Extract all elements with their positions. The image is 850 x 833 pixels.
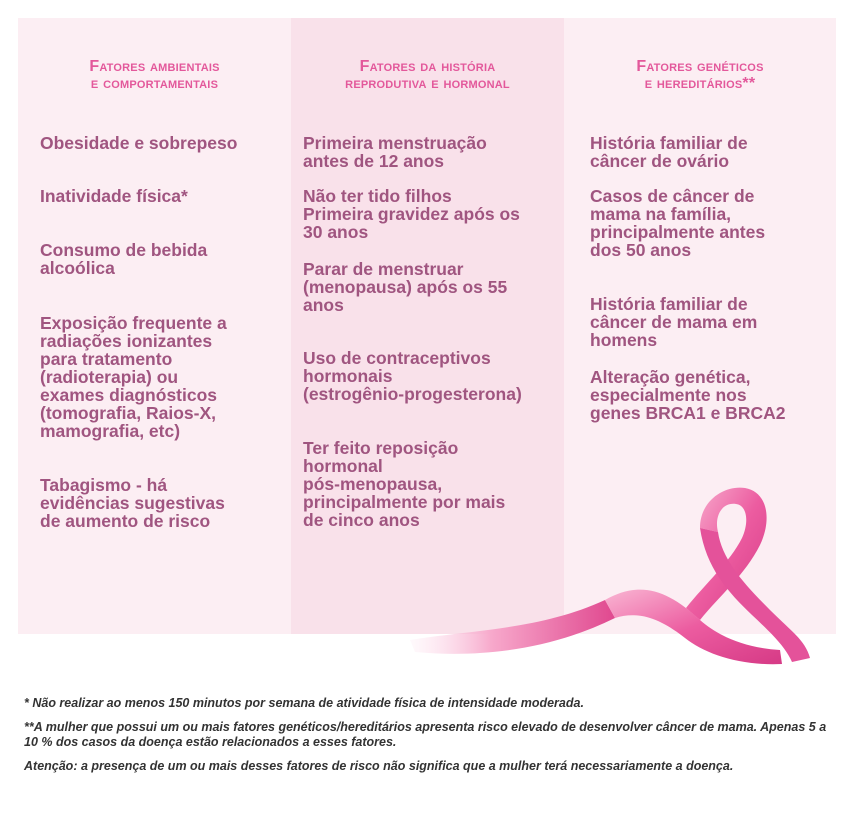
column-title-environmental: Fatores ambientais e comportamentais	[89, 58, 220, 92]
list-item: Primeira menstruação antes de 12 anos	[303, 133, 487, 171]
list-item: Consumo de bebida alcoólica	[40, 240, 208, 278]
list-item: Casos de câncer de mama na família, principalmente antes dos 50 anos	[590, 186, 766, 260]
list-item: Parar de menstruar (menopausa) após os 55 anos	[303, 259, 508, 315]
footnote-genetic: **A mulher que possui um ou mais fatores genéticos/hereditários apresenta risco elevado de desenvolver câncer de mama. Apenas 5 a 10 % dos casos da doença estão relacionados a esses fatores.	[24, 720, 827, 749]
column-environmental	[18, 18, 291, 634]
list-item: Exposição frequente a radiações ionizantes para tratamento (radioterapia) ou exames diagnósticos (tomografia, Raios-X, mamografia, etc)	[40, 313, 227, 441]
list-item: Tabagismo - há evidências sugestivas de aumento de risco	[40, 475, 225, 531]
column-title-reproductive: Fatores da história reprodutiva e hormonal	[345, 58, 510, 92]
list-item: História familiar de câncer de ovário	[590, 133, 748, 171]
list-item: Ter feito reposição hormonal pós-menopausa, principalmente por mais de cinco anos	[303, 438, 506, 530]
list-item: História familiar de câncer de mama em homens	[590, 294, 758, 350]
footnote-physical-activity: * Não realizar ao menos 150 minutos por semana de atividade física de intensidade moderada.	[24, 696, 584, 710]
list-item: Uso de contraceptivos hormonais (estrogênio-progesterona)	[303, 348, 522, 404]
pink-ribbon-icon	[400, 480, 830, 680]
list-item: Não ter tido filhos Primeira gravidez após os 30 anos	[303, 186, 520, 242]
list-item: Obesidade e sobrepeso	[40, 133, 238, 153]
footnote-attention: Atenção: a presença de um ou mais desses fatores de risco não significa que a mulher terá necessariamente a doença.	[24, 759, 734, 773]
column-title-genetic: Fatores genéticos e hereditários**	[636, 58, 764, 92]
list-item: Inatividade física*	[40, 186, 188, 206]
list-item: Alteração genética, especialmente nos genes BRCA1 e BRCA2	[590, 367, 786, 423]
footnotes	[24, 696, 834, 783]
